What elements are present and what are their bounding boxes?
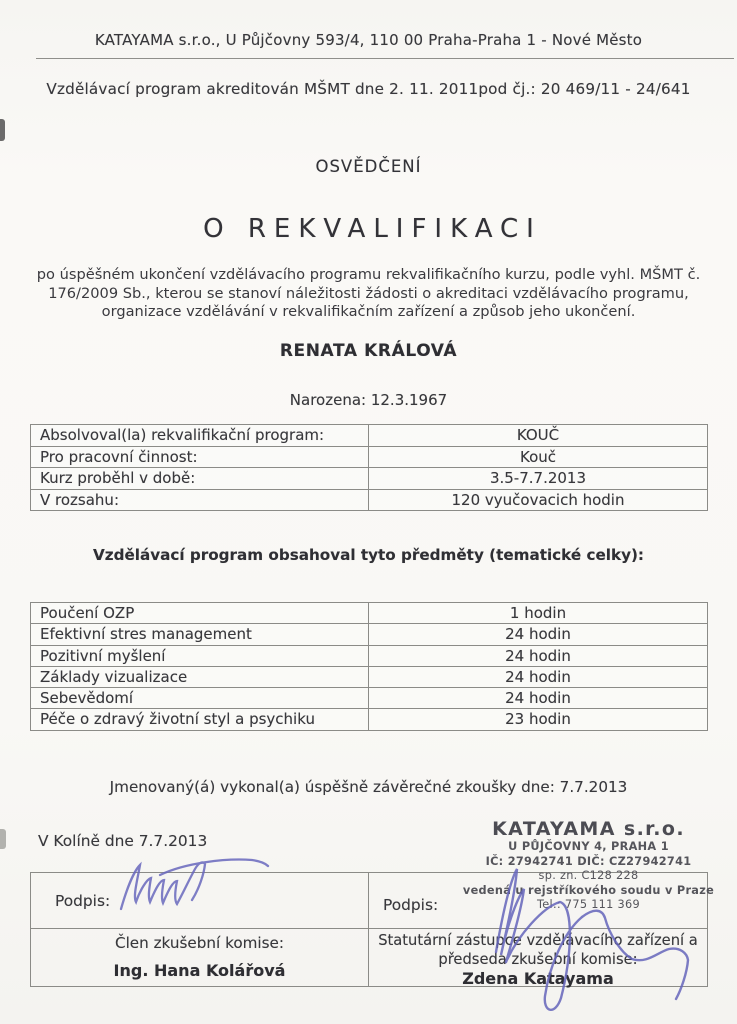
subject-hours: 1 hodin (509, 604, 567, 622)
subject-name: Péče o zdravý životní styl a psychiku (31, 709, 369, 729)
intro-paragraph (0, 266, 737, 322)
row-label: Kurz proběhl v době: (31, 468, 369, 489)
right-role-line-2: předseda zkušební komise: (438, 950, 638, 968)
table-row (31, 425, 707, 447)
left-signature-label: Podpis: (31, 873, 369, 928)
row-value: Kouč (519, 447, 557, 466)
row-label: Pro pracovní činnost: (31, 447, 369, 468)
right-signature-label: Podpis: (383, 896, 439, 914)
subject-name: Základy vizualizace (31, 667, 369, 687)
certificate-subject-title: O REKVALIFIKACI (203, 214, 542, 244)
certificate-title: OSVĚDČENÍ (315, 157, 422, 176)
table-row (31, 468, 707, 490)
company-address-line: KATAYAMA s.r.o., U Půjčovny 593/4, 110 00 Praha-Praha 1 - Nové Město (94, 31, 643, 49)
left-role: Člen zkušební komise: (114, 934, 285, 952)
stamp-registration: IČ: 27942741 DIČ: CZ27942741 (485, 854, 692, 868)
stamp-file-number: sp. zn. C128 228 (538, 869, 639, 883)
header-divider-line (36, 58, 734, 59)
company-stamp (440, 819, 737, 913)
exam-completion-line: Jmenovaný(á) vykonal(a) úspěšně závěrečné zkoušky dne: 7.7.2013 (109, 778, 628, 796)
subject-hours: 24 hodin (505, 625, 571, 644)
subject-hours: 24 hodin (505, 689, 571, 708)
birth-date-line: Narozena: 12.3.1967 (289, 391, 448, 409)
stamp-address: U PŮJČOVNY 4, PRAHA 1 (508, 840, 669, 853)
table-row (31, 447, 707, 469)
table-row (31, 709, 707, 729)
row-value: KOUČ (516, 426, 560, 444)
table-row (31, 646, 707, 667)
table-row (31, 667, 707, 688)
subject-name: Efektivní stres management (31, 624, 369, 644)
row-value: 120 vyučovacich hodin (451, 490, 625, 509)
accreditation-line: Vzdělávací program akreditován MŠMT dne 2. 11. 2011pod čj.: 20 469/11 - 24/641 (46, 80, 691, 98)
row-label: Absolvoval(la) rekvalifikační program: (31, 425, 369, 446)
left-signer-name: Ing. Hana Kolářová (113, 961, 286, 980)
row-value: 3.5-7.7.2013 (489, 469, 587, 487)
subject-name: Pozitivní myšlení (31, 646, 369, 666)
subject-hours: 23 hodin (505, 710, 571, 729)
row-label: V rozsahu: (31, 490, 369, 511)
subject-hours: 24 hodin (505, 646, 571, 665)
stamp-company-name: KATAYAMA s.r.o. (492, 818, 685, 840)
left-role-cell (31, 929, 369, 986)
subject-hours: 24 hodin (505, 667, 571, 686)
intro-line-3: organizace vzdělávání v rekvalifikačním zařízení a způsob jeho ukončení. (101, 303, 636, 321)
right-role-cell (369, 929, 707, 986)
table-row (31, 603, 707, 624)
holder-name: RENATA KRÁLOVÁ (279, 341, 458, 361)
scan-artifact (0, 829, 6, 849)
intro-line-2: 176/2009 Sb., kterou se stanoví náležitosti žádosti o akreditaci vzdělávacího programu, (48, 284, 689, 302)
stamp-phone: Tel.: 775 111 369 (536, 898, 641, 912)
scan-artifact (0, 119, 5, 141)
table-row (31, 688, 707, 709)
subjects-table (30, 602, 708, 731)
subject-name: Poučení OZP (31, 603, 369, 623)
table-row (31, 624, 707, 645)
right-signer-name: Zdena Katayama (462, 969, 614, 988)
subject-name: Sebevědomí (31, 688, 369, 708)
program-details-table (30, 424, 708, 511)
roles-row (31, 929, 707, 986)
table-row (31, 490, 707, 511)
subjects-heading: Vzdělávací program obsahoval tyto předměty (tematické celky): (93, 546, 644, 564)
right-role-line-1: Statutární zástupce vzdělávacího zařízení a (378, 932, 698, 949)
intro-line-1: po úspěšném ukončení vzdělávacího programu rekvalifikačního kurzu, podle vyhl. MŠMT č. (36, 266, 701, 283)
place-and-date-line: V Kolíně dne 7.7.2013 (38, 832, 208, 850)
stamp-court-line: vedená u rejstříkového soudu v Praze (462, 883, 715, 897)
